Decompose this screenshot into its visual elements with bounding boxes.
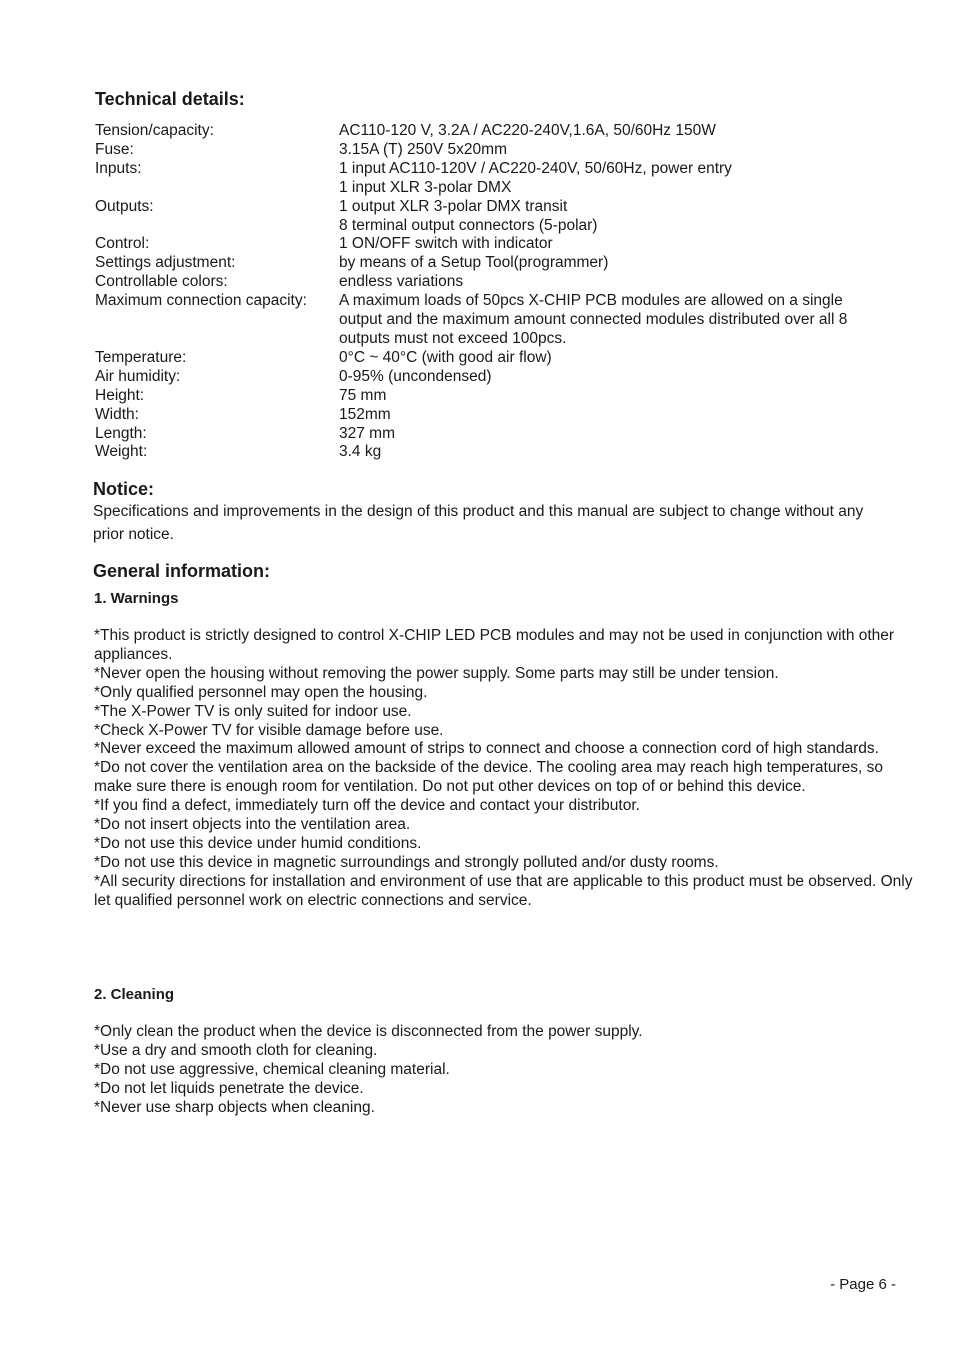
list-item: *Do not cover the ventilation area on the backside of the device. The cooling area may reach high temperatures, so make sure there is enough room for ventilation. Do not put other devices on top of or behind this device. — [94, 759, 883, 796]
spec-value-line: 327 mm — [339, 424, 395, 442]
list-item: *If you find a defect, immediately turn off the device and contact your distributor. — [94, 797, 640, 815]
spec-label: Settings adjustment: — [95, 254, 236, 272]
spec-row — [95, 368, 915, 387]
spec-row — [95, 443, 915, 462]
spec-value-line: output and the maximum amount connected modules distributed over all 8 — [339, 311, 848, 329]
spec-label: Fuse: — [95, 140, 134, 158]
spec-value — [339, 198, 915, 236]
spec-value — [339, 160, 915, 198]
technical-details-heading: Technical details: — [95, 89, 245, 109]
spec-label: Height: — [95, 386, 145, 404]
cleaning-heading: 2. Cleaning — [94, 986, 175, 1003]
spec-value-line: 152mm — [339, 405, 391, 423]
list-item: *Do not let liquids penetrate the device. — [94, 1079, 364, 1097]
list-item: *Do not use this device under humid conditions. — [94, 834, 422, 852]
spec-value-line: AC110-120 V, 3.2A / AC220-240V,1.6A, 50/60Hz 150W — [339, 122, 716, 139]
spec-value-line: 1 input XLR 3-polar DMX — [339, 178, 512, 196]
spec-value — [339, 349, 915, 368]
spec-value — [339, 425, 915, 444]
spec-label: Temperature: — [95, 348, 187, 366]
spec-row — [95, 235, 915, 254]
spec-value — [339, 443, 915, 462]
warnings-heading: 1. Warnings — [94, 590, 179, 607]
spec-value-line: 0°C ~ 40°C (with good air flow) — [339, 348, 552, 366]
list-item: *Check X-Power TV for visible damage before use. — [94, 721, 444, 739]
list-item: *Never open the housing without removing the power supply. Some parts may still be under tension. — [94, 664, 779, 682]
technical-specs-table — [95, 122, 915, 462]
spec-label: Controllable colors: — [95, 273, 228, 291]
notice-heading: Notice: — [93, 479, 155, 499]
spec-value-line: 75 mm — [339, 386, 387, 404]
spec-value-line: 1 input AC110-120V / AC220-240V, 50/60Hz, power entry — [339, 159, 732, 177]
spec-value-line: 1 ON/OFF switch with indicator — [339, 235, 553, 253]
spec-value-line: 3.4 kg — [339, 443, 382, 461]
general-information-heading: General information: — [93, 561, 271, 581]
spec-label: Weight: — [95, 443, 148, 461]
spec-value — [339, 368, 915, 387]
spec-row — [95, 273, 915, 292]
spec-value-line: by means of a Setup Tool(programmer) — [339, 254, 609, 272]
list-item: *Do not insert objects into the ventilation area. — [94, 816, 411, 834]
spec-value — [339, 235, 915, 254]
spec-row — [95, 141, 915, 160]
spec-label: Air humidity: — [95, 367, 181, 385]
spec-value-line: 3.15A (T) 250V 5x20mm — [339, 140, 507, 158]
spec-label: Maximum connection capacity: — [95, 292, 307, 310]
spec-value — [339, 273, 915, 292]
cleaning-list — [94, 1023, 914, 1118]
spec-row — [95, 406, 915, 425]
spec-value — [339, 292, 915, 349]
spec-value — [339, 141, 915, 160]
spec-label: Length: — [95, 424, 147, 442]
spec-value — [339, 122, 915, 141]
warnings-list — [94, 627, 914, 911]
spec-value — [339, 406, 915, 425]
spec-label: Control: — [95, 235, 150, 253]
spec-label: Inputs: — [95, 159, 142, 177]
list-item: *The X-Power TV is only suited for indoor use. — [94, 702, 412, 720]
spec-value-line: 8 terminal output connectors (5-polar) — [339, 216, 598, 234]
spec-row — [95, 387, 915, 406]
notice-text: Specifications and improvements in the design of this product and this manual are subject to change without any prior notice. — [93, 503, 864, 543]
spec-value-line: A maximum loads of 50pcs X-CHIP PCB modules are allowed on a single — [339, 292, 843, 310]
spec-row — [95, 349, 915, 368]
spec-row — [95, 198, 915, 236]
spec-row — [95, 160, 915, 198]
spec-row — [95, 425, 915, 444]
spec-value-line: 0-95% (uncondensed) — [339, 367, 492, 385]
spec-label: Outputs: — [95, 197, 154, 215]
list-item: *This product is strictly designed to control X-CHIP LED PCB modules and may not be used in conjunction with other appliances. — [94, 627, 895, 663]
spec-label: Width: — [95, 405, 139, 423]
spec-value-line: 1 output XLR 3-polar DMX transit — [339, 197, 568, 215]
spec-value — [339, 387, 915, 406]
list-item: *Do not use this device in magnetic surroundings and strongly polluted and/or dusty rooms. — [94, 853, 719, 871]
spec-value-line: outputs must not exceed 100pcs. — [339, 329, 567, 347]
spec-row — [95, 254, 915, 273]
spec-row — [95, 122, 915, 141]
spec-value — [339, 254, 915, 273]
page-number: - Page 6 - — [830, 1276, 896, 1293]
list-item: *Only qualified personnel may open the housing. — [94, 683, 428, 701]
list-item: *All security directions for installation and environment of use that are applicable to this product must be observed. Only let qualified personnel work on electric connections and service. — [94, 872, 913, 909]
list-item: *Only clean the product when the device is disconnected from the power supply. — [94, 1023, 643, 1040]
spec-row — [95, 292, 915, 349]
list-item: *Use a dry and smooth cloth for cleaning. — [94, 1041, 378, 1059]
spec-label: Tension/capacity: — [95, 122, 214, 139]
spec-value-line: endless variations — [339, 273, 464, 291]
list-item: *Never exceed the maximum allowed amount of strips to connect and choose a connection cord of high standards. — [94, 740, 879, 758]
list-item: *Do not use aggressive, chemical cleaning material. — [94, 1060, 450, 1078]
list-item: *Never use sharp objects when cleaning. — [94, 1098, 375, 1116]
